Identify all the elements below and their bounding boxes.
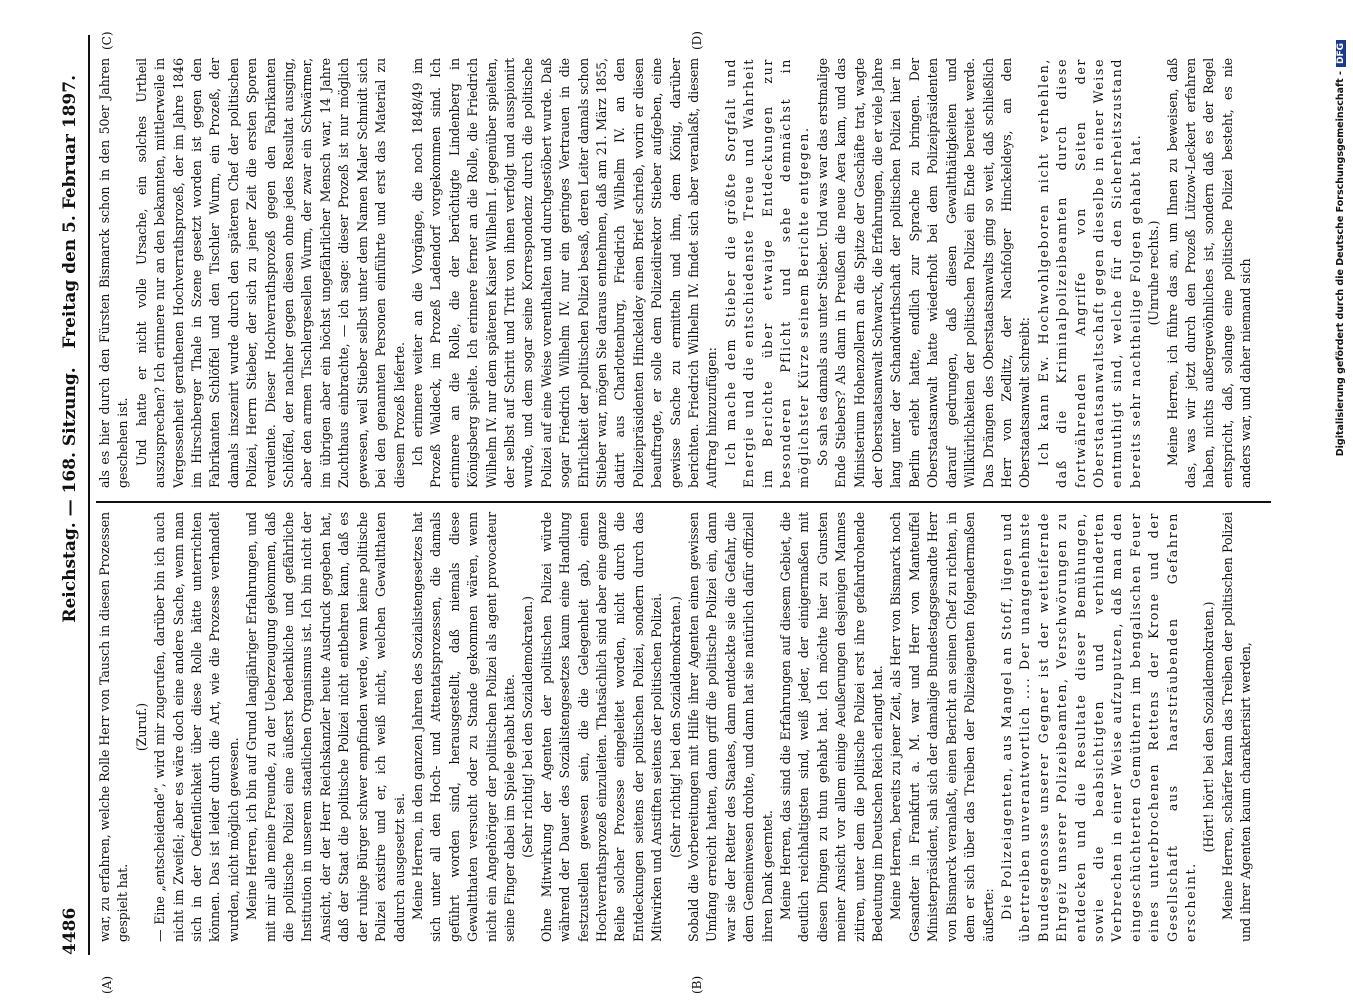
margin-marker-c: (C): [100, 31, 114, 50]
right-text-column: [96, 58, 1256, 488]
digitization-credit: [1335, 40, 1353, 457]
right-paragraph: Ich mache dem Stieber die größte Sorgfalt und Energie und die entschiedenste Treue und Wahrheit im Berichte über etwaige Entdeckungen zur besonderen Pflicht und sehe demnächst in möglichster Kürze seinem Berichte entgegen.: [722, 58, 812, 488]
dfg-logo: DFG: [1336, 40, 1346, 67]
left-paragraph: (Zuruf.): [133, 702, 149, 752]
left-paragraph: war, zu erfahren, welche Rolle Herr von Tausch in diesen Prozessen gespielt hat.: [97, 512, 131, 942]
left-paragraph: Ohne Mitwirkung der Agenten der politischen Polizei würde während der Dauer des Sozialistengesetzes kaum eine Handlung festzustellen gewesen sein, die die Gelegenheit gab, einen Hochverrathsprozeß einzuleiten. Thatsächlich sind aber eine ganze Reihe solcher Prozesse eingeleitet worden, nicht durch die Entdeckungen seitens der politischen Polizei, sondern durch das Mitwirken und Anstiften seitens der politischen Polizei.: [538, 512, 665, 942]
header-rule: [88, 35, 90, 955]
margin-marker-d: (D): [690, 31, 704, 50]
column-divider: [96, 502, 1271, 504]
credit-text: Digitalisierung gefördert durch die Deutsche Forschungsgemeinschaft -: [1335, 71, 1346, 457]
margin-marker-a: (A): [100, 975, 114, 994]
left-paragraph: Die Polizeiagenten, aus Mangel an Stoff, lügen und übertreiben unverantwortlich .... Der unangenehmste Bundesgenosse unserer Gegner ist der wetteifernde Ehrgeiz unserer Polizeibeamten, Verschwörungen zu entdecken und die Resultate dieser Bemühungen, sowie die beabsichtigten und verhinderten Verbrechen in einer Weise aufzuputzen, daß man den eingeschüchterten Gemüthern im bengalischen Feuer eines unterbrochenen Rettens der Krone und der Gesellschaft aus haarsträubenden Gefahren erscheint.: [998, 512, 1198, 942]
left-paragraph: (Sehr richtig! bei den Sozialdemokraten.): [520, 596, 536, 858]
page-number: 4486: [60, 907, 80, 955]
left-text-column: [96, 512, 1256, 942]
right-paragraph: So sah es damals aus unter Stieber. Und was war das erstmalige Ende Stiebers? Als dann in Preußen die neue Aera kam, und das Ministerium Hohenzollern an die Spitze der Geschäfte trat, wagte der Oberstaatsanwalt Schwarck, die Erfahrungen, die er viele Jahre lang unter der Schandwirthschaft der politischen Polizei hier in Berlin erlebt hatte, endlich zur Sprache zu bringen. Der Oberstaatsanwalt hatte wiederholt bei dem Polizeipräsidenten darauf gedrungen, daß diesen Gewaltthätigkeiten und Willkürlichkeiten der politischen Polizei ein Ende bereitet werde. Das Drängen des Oberstaatsanwalts ging so weit, daß schließlich Herr von Zedlitz, der Nachfolger Hinckeldeys, an den Oberstaatsanwalt schreibt:: [814, 58, 1033, 488]
page-header: [58, 35, 84, 955]
session-date: Freitag den 5. Februar 1897.: [60, 75, 80, 349]
right-paragraph: Und hatte er nicht volle Ursache, ein solches Urtheil auszusprechen? Ich erinnere nur an den bekannten, mittlerweile in Vergessenheit gerathenen Hochverrathsprozeß, der im Jahre 1846 im Hirschberger Thale in Szene gesetzt worden ist gegen den Fabrikanten Schlöffel und den Tischler Wurm, ein Prozeß, der damals inszenirt wurde durch den späteren Chef der politischen Polizei, Herrn Stieber, der sich zu jener Zeit die ersten Sporen verdiente. Dieser Hochverrathsprozeß gegen den Fabrikanten Schlöffel, der nachher gegen diesen ohne jedes Resultat ausging, aber den armen Tischlergesellen Wurm, der zwar ein Schwärmer, im übrigen aber ein höchst ungefährlicher Mensch war, 14 Jahre Zuchthaus einbrachte, — ich sage: dieser Prozeß ist nur möglich gewesen, weil Stieber selbst unter dem Namen Maler Schmidt sich bei den genannten Personen einführte und erst das Material zu diesem Prozeß lieferte.: [133, 58, 407, 488]
left-paragraph: (Sehr richtig! bei den Sozialdemokraten.): [667, 596, 683, 858]
right-paragraph: (Unruhe rechts.): [1146, 220, 1162, 326]
left-paragraph: Meine Herren, ich bin auf Grund langjähriger Erfahrungen, und mit mir alle meine Freunde, zu der Ueberzeugung gekommen, daß die politische Polizei eine äußerst bedenkliche und gefährliche Institution in unserem staatlichen Organismus ist. Ich bin nicht der Ansicht, der der Herr Reichskanzler heute Ausdruck gegeben hat, daß der Staat die politische Polizei nicht entbehren kann, daß es der ruhige Bürger schwer empfinden werde, wenn keine politische Polizei existire und er, ich weiß nicht, welchen Gewaltthaten dadurch ausgesetzt sei.: [244, 512, 407, 942]
right-paragraph: als es hier durch den Fürsten Bismarck schon in den 50er Jahren geschehen ist.: [97, 58, 131, 488]
right-paragraph: Ich kann Ew. Hochwohlgeboren nicht verhehlen, daß die Kriminalpolizeibeamten durch diese fortwährenden Angriffe von Seiten der Oberstaatsanwaltschaft gegen dieselbe in einer Weise entmuthigt sind, welche für den Sicherheitszustand bereits sehr nachtheilige Folgen gehabt hat.: [1035, 58, 1143, 488]
left-paragraph: Sobald die Vorbereitungen mit Hilfe ihrer Agenten einen gewissen Umfang erreicht hatten, dann griff die politische Polizei ein, dann war sie der Retter des Staates, dann entdeckte sie die Gefahr, die dem Gemeinwesen drohte, und dann hat sie natürlich dafür offiziell ihren Dank geerntet.: [686, 512, 775, 942]
session-title: Reichstag. — 168. Sitzung.: [60, 367, 80, 623]
left-paragraph: Meine Herren, bereits zu jener Zeit, als Herr von Bismarck noch Gesandter in Frankfurt a. M. war und Herr von Manteuffel Ministerpräsident, sah sich der damalige Bundestagsgesandte Herr von Bismarck veranlaßt, einen Bericht an seinen Chef zu richten, in dem er sich über das Treiben der Polizeiagenten folgendermaßen äußerte:: [888, 512, 996, 942]
left-paragraph: — Eine „entscheidende“, wird mir zugerufen, darüber bin ich auch nicht im Zweifel; aber es wäre doch eine andere Sache, wenn man sich in der Oeffentlichkeit über diese Rolle hätte unterrichten können. Das ist leider durch die Art, wie die Prozesse verhandelt wurden, nicht möglich gewesen.: [152, 512, 241, 942]
left-paragraph: Meine Herren, schärfer kann das Treiben der politischen Polizei und ihrer Agenten kaum charakterisirt werden,: [1219, 512, 1254, 942]
left-paragraph: (Hört! hört! bei den Sozialdemokraten.): [1201, 601, 1217, 853]
left-paragraph: Meine Herren, das sind die Erfahrungen auf diesem Gebiet, die deutlich reichhaltigsten sind, weiß jeder, der einigermaßen mit diesen Dingen zu thun gehabt hat. Ich möchte hier zu Gunsten meiner Ansicht vor allem einige Aeußerungen desjenigen Mannes zitiren, unter dem die politische Polizei erst ihre gefahrdrohende Bedeutung im Deutschen Reich erlangt hat.: [778, 512, 886, 942]
right-paragraph: Meine Herren, ich führe das an, um Ihnen zu beweisen, daß das, was wir jetzt durch den Prozeß Lützow-Leckert erfahren haben, nichts außergewöhnliches ist, sondern daß es der Regel entspricht, daß, solange eine politische Polizei besteht, es nie anders war, und daher niemand sich: [1164, 58, 1254, 488]
right-paragraph: Ich erinnere weiter an die Vorgänge, die noch 1848/49 im Prozeß Waldeck, im Prozeß Ladendorf vorgekommen sind. Ich erinnere an die Rolle, die der berüchtigte Lindenberg in Königsberg spielte. Ich erinnere ferner an die Rolle, die Friedrich Wilhelm IV. nur dem späteren Kaiser Wilhelm I. gegenüber spielten, der selbst auf Schritt und Tritt von ihnen verfolgt und ausspionirt wurde, und dem sogar seine Korrespondenz durch die politische Polizei auf eine Weise vorenthalten und durchgestöbert wurde. Daß sogar Friedrich Wilhelm IV. nur ein geringes Vertrauen in die Ehrlichkeit der politischen Polizei besaß, deren Leiter damals schon Stieber war, mögen Sie daraus entnehmen, daß am 21. März 1855, datirt aus Charlottenburg, Friedrich Wilhelm IV. an den Polizeipräsidenten Hinckeldey einen Brief schrieb, worin er diesen beauftragte, er solle dem Polizeidirektor Stieber aufgeben, eine gewisse Sache zu ermitteln und ihm, dem König, darüber berichten. Friedrich Wilhelm IV. findet sich aber veranlaßt, diesem Auftrag hinzuzufügen:: [409, 58, 720, 488]
margin-marker-b: (B): [690, 975, 704, 994]
left-paragraph: Meine Herren, in den ganzen Jahren des Sozialistengesetzes hat sich unter all den Hoch- und Attentatsprozessen, die damals geführt worden sind, herausgestellt, daß niemals diese Gewaltthaten versucht oder zu Stande gekommen wären, wenn nicht ein Angehöriger der politischen Polizei als agent provocateur seine Finger dabei im Spiele gehabt hätte.: [409, 512, 517, 942]
